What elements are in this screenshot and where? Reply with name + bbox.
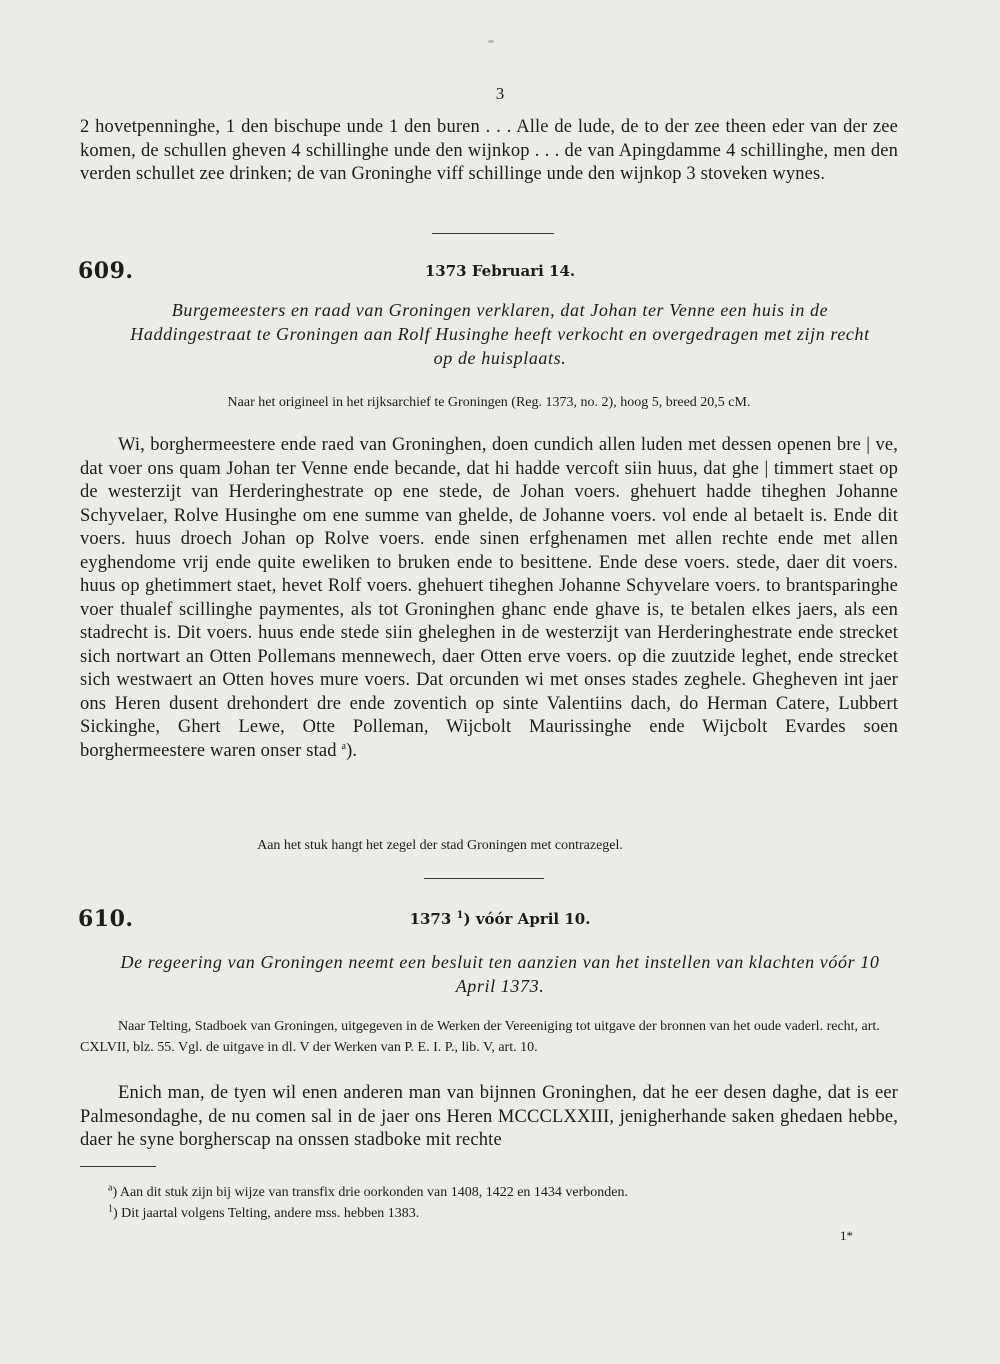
entry-date-year: 1373 — [409, 910, 452, 928]
footnote-mark: 1 — [108, 1203, 113, 1215]
signature-mark: 1* — [840, 1228, 853, 1243]
seal-note: Aan het stuk hangt het zegel der stad Groningen met contrazegel. — [257, 838, 623, 853]
entry-date: 1373 Februari 14. — [424, 262, 576, 280]
footnotes — [108, 1182, 888, 1224]
entry-date — [0, 910, 1000, 928]
entry-number: 609. — [78, 258, 134, 284]
page-number: 3 — [495, 84, 505, 103]
footnote-mark: 1 — [456, 910, 464, 921]
footnote-mark: a — [108, 1182, 113, 1194]
entry-text-body: Wi, borghermeestere ende raed van Groninghen, doen cundich allen luden met dessen openen bre | ve, dat voer ons quam Johan ter Venne ende becande, dat hi hadde vercoft siin huus, dat ghe | timmert staet op de westerzijt van Herderinghestrate op ene stede, de Johan voers. ghehuert hadde tiheghen Johanne Schyvelaer, Rolve Husinghe om ene summe van ghelde, de Johanne voers. vol ende al betaelt is. Ende dit voers. huus droech Johan op Rolve voers. ende sinen erfghenamen met allen rechte ende met allen eyghendome vrij ende quite eweliken to bruken ende to besittene. Ende dese voers. stede, daer dit voers. huus op ghetimmert staet, hevet Rolf voers. ghehuert tiheghen Johanne Schyvelare voers. to brantsparinghe voer thualef scillinghe paymentes, als tot Groninghen ghanc ende ghave is, te betalen elkes jaers, als een stadrecht is. Dit voers. huus ende stede siin gheleghen in de westerzijt van Herderinghestrate ende strecket sich nortwart an Otten Pollemans mennewech, daer Otten erve voers. op die zuutzide leghet, ende strecket sich westwaert an Otten hoves mure voers. Dat orcunden wi met onses stades zeghele. Ghegheven int jaer ons Heren dusent drehondert dre ende zoventich op sinte Valentiins dach, do Herman Catere, Lubbert Sickinghe, Ghert Lewe, Otte Polleman, Wijcbolt Maurissinghe ende Wijcbolt Evardes soen borghermeestere waren onser stad — [80, 435, 898, 761]
entry-number: 610. — [78, 906, 134, 932]
entry-date-rest: ) vóór April 10. — [463, 910, 591, 928]
footnote-text: ) Dit jaartal volgens Telting, andere mss. hebben 1383. — [113, 1206, 420, 1221]
entry-regest: Burgemeesters en raad van Groningen verklaren, dat Johan ter Venne een huis in de Haddingestraat te Groningen aan Rolf Husinghe heeft verkocht en overgedragen met zijn recht op de huisplaats. — [130, 300, 870, 368]
entry-text — [80, 434, 898, 763]
entry-source: Naar Telting, Stadboek van Groningen, uitgegeven in de Werken der Vereeniging tot uitgave der bronnen van het oude vaderl. recht, art. CXLVII, blz. 55. Vgl. de uitgave in dl. V der Werken van P. E. I. P., lib. V, art. 10. — [80, 1019, 880, 1055]
entry-source: Naar het origineel in het rijksarchief te Groningen (Reg. 1373, no. 2), hoog 5, breed 20,5 cM. — [227, 395, 751, 410]
section-divider — [432, 233, 554, 234]
opening-paragraph-text: 2 hovetpenninghe, 1 den bischupe unde 1 den buren . . . Alle de lude, de to der zee theen eder van der zee komen, de schullen gheven 4 schillinghe unde den wijnkop . . . de van Apingdamme 4 schillinghe, men den verden schullet zee drinken; de van Groninghe viff schillinge unde den wijnkop 3 stoveken wynes. — [80, 117, 898, 184]
footnote-item — [108, 1182, 888, 1203]
footnote-text: ) Aan dit stuk zijn bij wijze van transfix drie oorkonden van 1408, 1422 en 1434 verbonden. — [112, 1185, 629, 1200]
entry-regest: De regeering van Groningen neemt een besluit ten aanzien van het instellen van klachten vóór 10 April 1373. — [120, 952, 880, 996]
footnote-item — [108, 1203, 888, 1224]
opening-paragraph — [80, 116, 898, 187]
footnote-rule — [80, 1166, 156, 1167]
footnote-mark: a — [341, 740, 347, 752]
entry-text-end: ). — [346, 740, 358, 761]
entry-text: Enich man, de tyen wil enen anderen man van bijnnen Groninghen, dat he eer desen daghe, dat is eer Palmesondaghe, de nu comen sal in de jaer ons Heren MCCCLXXIII, jenigherhande saken ghedaen hebbe, daer he syne borgherscap na onssen stadboke mit rechte — [80, 1083, 898, 1150]
page-smudge — [488, 40, 494, 43]
section-divider — [424, 878, 544, 879]
